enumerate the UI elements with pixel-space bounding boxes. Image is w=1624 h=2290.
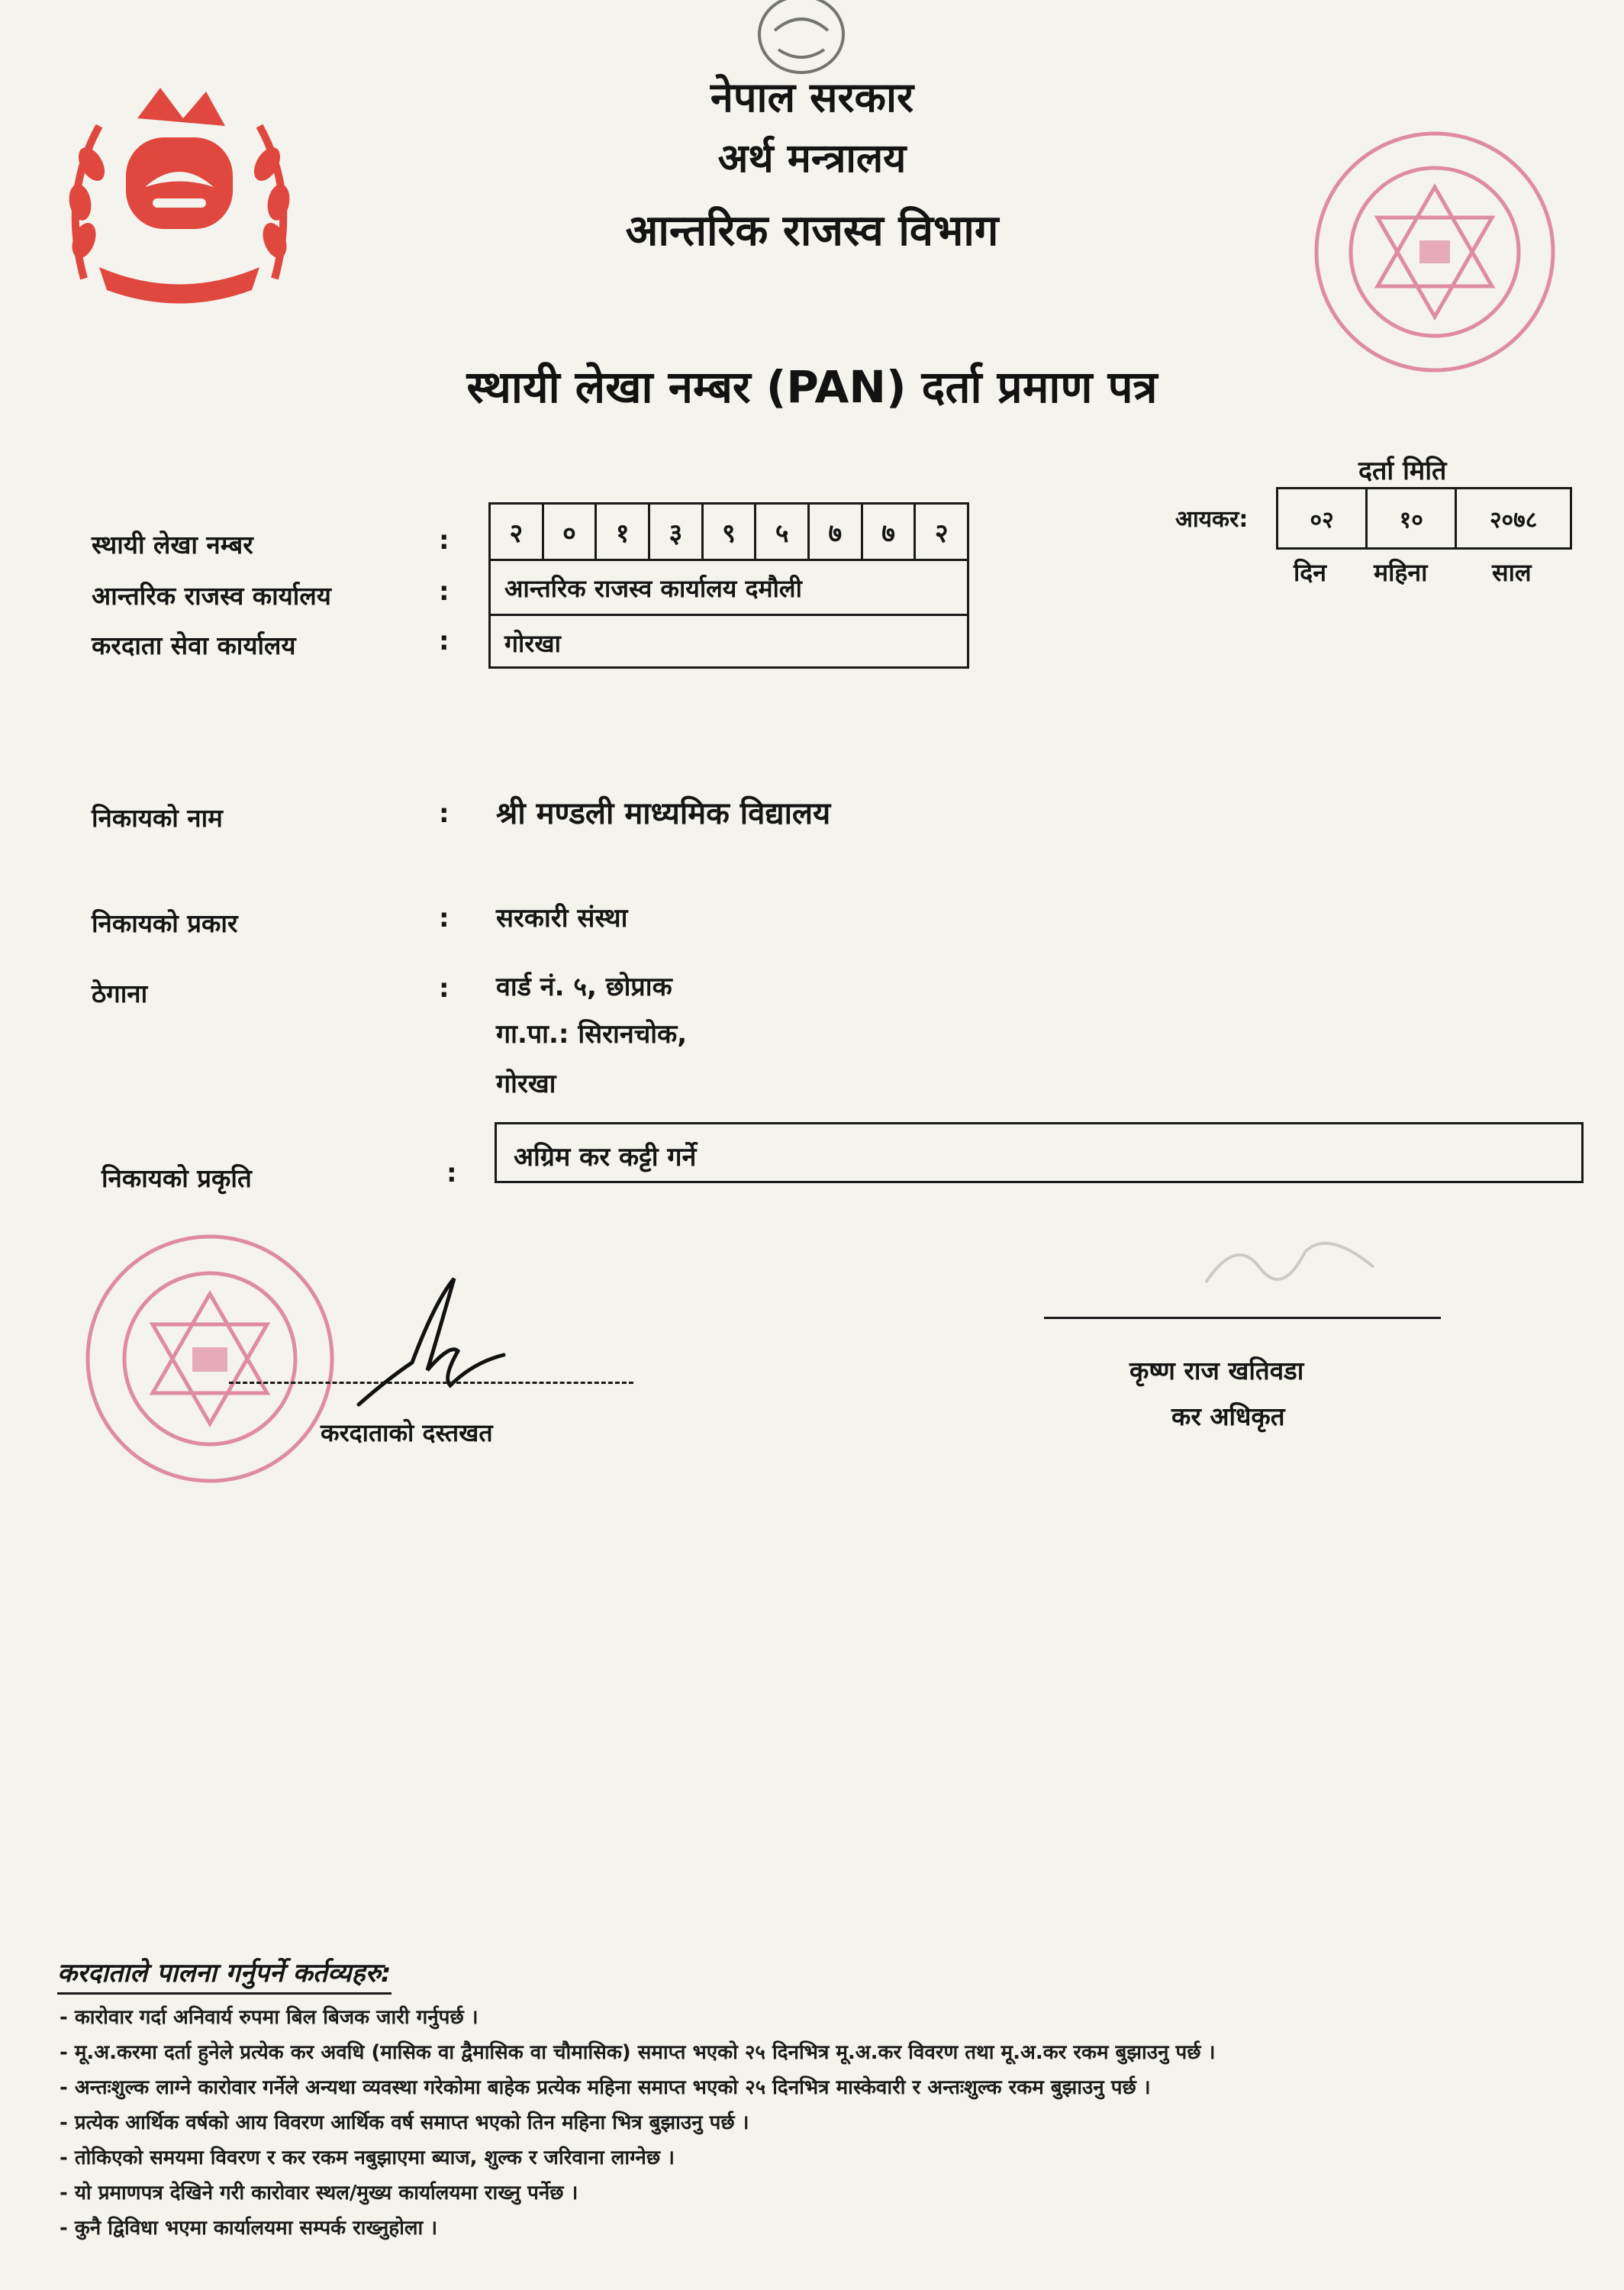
pan-digit: १ <box>597 505 650 559</box>
document-title: स्थायी लेखा नम्बर (PAN) दर्ता प्रमाण पत्र <box>466 361 1158 413</box>
officer-signature-line <box>1044 1317 1441 1319</box>
date-day-label: दिन <box>1294 558 1327 587</box>
pan-digit: ३ <box>650 505 704 559</box>
tso-colon: : <box>439 626 450 656</box>
entity-type-label: निकायको प्रकार <box>92 908 238 938</box>
pan-digit: ९ <box>704 505 757 559</box>
header-government: नेपाल सरकार <box>710 73 914 121</box>
tso-value: गोरखा <box>504 629 561 658</box>
pan-box <box>488 502 969 669</box>
tax-type-label: आयकर: <box>1175 506 1249 533</box>
duties-list <box>60 2000 1215 2246</box>
tso-label: करदाता सेवा कार्यालय <box>92 631 296 660</box>
officer-name: कृष्ण राज खतिवडा <box>1129 1356 1304 1385</box>
pan-label: स्थायी लेखा नम्बर <box>92 530 253 560</box>
registration-date-heading: दर्ता मिति <box>1358 456 1447 486</box>
duty-item: - मू.अ.करमा दर्ता हुनेले प्रत्येक कर अवधि (मासिक वा द्वैमासिक वा चौमासिक) समाप्त भएको २५ दिनभित्र मू.अ.कर विवरण तथा मू.अ.कर रकम बुझाउनु पर्छ । <box>60 2035 1215 2070</box>
pan-digit: २ <box>491 505 544 559</box>
pan-digit: ५ <box>756 505 810 559</box>
taxpayer-signature-line <box>229 1382 633 1384</box>
entity-type-value: सरकारी संस्था <box>496 903 628 934</box>
officer-title: कर अधिकृत <box>1171 1401 1285 1431</box>
address-line-2: गा.पा.: सिरानचोक, <box>496 1019 688 1050</box>
header-ministry: अर्थ मन्त्रालय <box>717 136 907 182</box>
entity-nature-box <box>495 1122 1584 1183</box>
header-department: आन्तरिक राजस्व विभाग <box>625 206 999 256</box>
address-colon: : <box>439 973 450 1004</box>
pan-digit: ७ <box>863 505 917 559</box>
duty-item: - अन्तःशुल्क लाग्ने कारोवार गर्नेले अन्यथा व्यवस्था गरेकोमा बाहेक प्रत्येक महिना समाप्त भएको २५ दिनभित्र मास्केवारी र अन्तःशुल्क रकम बुझाउनु पर्छ । <box>60 2070 1215 2105</box>
address-line-1: वार्ड नं. ५, छोप्राक <box>496 972 672 1002</box>
entity-nature-colon: : <box>446 1158 457 1189</box>
address-label: ठेगाना <box>92 979 148 1008</box>
taxpayer-signature-icon <box>343 1271 519 1416</box>
pan-digit: ० <box>544 505 598 559</box>
entity-nature-label: निकायको प्रकृति <box>102 1163 252 1193</box>
entity-name-label: निकायको नाम <box>92 803 223 833</box>
date-year-label: साल <box>1492 558 1532 587</box>
school-seal-bottom <box>76 1229 343 1488</box>
duty-item: - प्रत्येक आर्थिक वर्षको आय विवरण आर्थिक वर्ष समाप्त भएको तिन महिना भित्र बुझाउनु पर्छ । <box>60 2105 1215 2140</box>
ird-office-label: आन्तरिक राजस्व कार्यालय <box>92 581 331 611</box>
ird-office-cell <box>491 561 967 616</box>
entity-type-colon: : <box>439 903 450 934</box>
registration-date-box <box>1276 487 1572 550</box>
date-day: ०२ <box>1278 489 1368 547</box>
entity-name-colon: : <box>439 798 450 829</box>
ird-office-colon: : <box>439 576 450 607</box>
address-line-3: गोरखा <box>496 1069 556 1099</box>
officer-signature-mark <box>1191 1221 1389 1305</box>
duty-item: - यो प्रमाणपत्र देखिने गरी कारोवार स्थल/मुख्य कार्यालयमा राख्नु पर्नेछ । <box>60 2176 1215 2211</box>
pan-digit: २ <box>934 518 949 549</box>
ird-office-value: आन्तरिक राजस्व कार्यालय दमौली <box>504 574 802 603</box>
pan-colon: : <box>439 525 450 556</box>
date-month: १० <box>1368 489 1457 547</box>
pan-number <box>491 505 967 561</box>
taxpayer-signature-label: करदाताको दस्तखत <box>321 1418 493 1447</box>
entity-name-value: श्री मण्डली माध्यमिक विद्यालय <box>496 796 831 831</box>
duty-item: - कुनै द्विविधा भएमा कार्यालयमा सम्पर्क राख्नुहोला । <box>60 2211 1215 2246</box>
duty-item: - तोकिएको समयमा विवरण र कर रकम नबुझाएमा ब्याज, शुल्क र जरिवाना लाग्नेछ । <box>60 2140 1215 2176</box>
central-emblem-icon <box>752 0 851 76</box>
date-month-label: महिना <box>1374 558 1428 587</box>
pan-digit: ७ <box>810 505 863 559</box>
duties-title: करदाताले पालना गर्नुपर्ने कर्तव्यहरु: <box>57 1954 392 1995</box>
duty-item: - कारोवार गर्दा अनिवार्य रुपमा बिल बिजक जारी गर्नुपर्छ । <box>60 2000 1215 2035</box>
entity-nature-value: अग्रिम कर कट्टी गर्ने <box>514 1142 697 1172</box>
date-year: २०७८ <box>1489 506 1538 534</box>
tso-cell <box>491 616 967 666</box>
